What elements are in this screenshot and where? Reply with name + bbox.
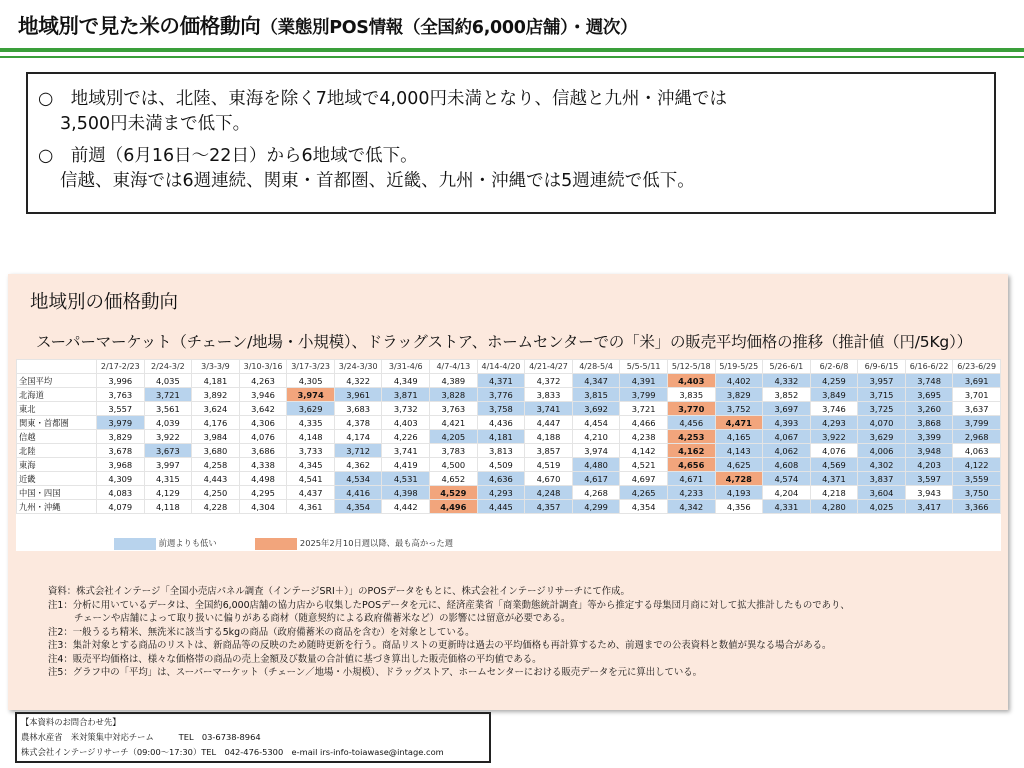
price-cell: 4,218 (810, 486, 858, 500)
regional-price-table (16, 359, 1001, 514)
week-header: 5/5-5/11 (620, 360, 668, 374)
price-cell: 3,604 (858, 486, 906, 500)
price-cell: 4,228 (192, 500, 240, 514)
week-header: 3/17-3/23 (287, 360, 335, 374)
price-cell: 3,678 (97, 444, 145, 458)
price-cell: 3,752 (715, 402, 763, 416)
price-cell: 4,372 (525, 374, 573, 388)
contact-heading: 【本資料のお問合わせ先】 (21, 717, 121, 727)
price-cell: 3,813 (477, 444, 525, 458)
region-name: 信越 (17, 430, 97, 444)
table-header-row (17, 360, 1001, 374)
price-cell: 3,642 (239, 402, 287, 416)
price-cell: 3,763 (430, 402, 478, 416)
price-cell: 4,226 (382, 430, 430, 444)
price-cell: 4,541 (287, 472, 335, 486)
week-header: 5/26-6/1 (763, 360, 811, 374)
price-cell: 3,260 (905, 402, 953, 416)
price-cell: 4,519 (525, 458, 573, 472)
week-header: 3/10-3/16 (239, 360, 287, 374)
price-cell: 4,188 (525, 430, 573, 444)
price-cell: 4,248 (525, 486, 573, 500)
price-cell: 4,306 (239, 416, 287, 430)
notes-block (48, 585, 850, 680)
price-cell: 4,238 (620, 430, 668, 444)
price-cell: 4,456 (667, 416, 715, 430)
price-cell: 4,403 (667, 374, 715, 388)
price-cell: 4,025 (858, 500, 906, 514)
price-cell: 3,974 (572, 444, 620, 458)
week-header: 2/17-2/23 (97, 360, 145, 374)
summary-bullet-2-line-1: ○ 前週（6月16日～22日）から6地域で低下。 (38, 146, 418, 166)
price-cell: 3,961 (334, 388, 382, 402)
price-cell: 4,389 (430, 374, 478, 388)
week-header: 3/24-3/30 (334, 360, 382, 374)
price-cell: 3,692 (572, 402, 620, 416)
price-cell: 4,295 (239, 486, 287, 500)
price-cell: 4,354 (620, 500, 668, 514)
week-header: 4/7-4/13 (430, 360, 478, 374)
price-cell: 4,371 (810, 472, 858, 486)
price-cell: 4,122 (953, 458, 1001, 472)
price-cell: 4,302 (858, 458, 906, 472)
price-cell: 4,349 (382, 374, 430, 388)
table-row (17, 486, 1001, 500)
price-cell: 4,521 (620, 458, 668, 472)
price-cell: 3,624 (192, 402, 240, 416)
table-subtitle: スーパーマーケット（チェーン/地場・小規模）、ドラッグストア、ホームセンターでの「米」の販売平均価格の推移（推計値（円/5Kg）） (36, 333, 972, 351)
price-cell: 4,697 (620, 472, 668, 486)
price-cell: 4,338 (239, 458, 287, 472)
price-cell: 4,471 (715, 416, 763, 430)
region-name: 東北 (17, 402, 97, 416)
price-cell: 4,416 (334, 486, 382, 500)
price-cell: 4,378 (334, 416, 382, 430)
region-name: 北陸 (17, 444, 97, 458)
page-title-sub: （業態別POS情報（全国約6,000店舗）・週次） (260, 18, 638, 38)
week-header: 4/14-4/20 (477, 360, 525, 374)
price-cell: 3,829 (715, 388, 763, 402)
price-cell: 4,361 (287, 500, 335, 514)
price-cell: 4,332 (763, 374, 811, 388)
price-cell: 3,948 (905, 444, 953, 458)
price-cell: 4,342 (667, 500, 715, 514)
price-cell: 4,006 (858, 444, 906, 458)
price-cell: 3,828 (430, 388, 478, 402)
price-cell: 3,748 (905, 374, 953, 388)
price-cell: 4,454 (572, 416, 620, 430)
price-cell: 4,345 (287, 458, 335, 472)
price-cell: 3,366 (953, 500, 1001, 514)
price-cell: 4,083 (97, 486, 145, 500)
price-cell: 2,968 (953, 430, 1001, 444)
region-name: 九州・沖縄 (17, 500, 97, 514)
price-cell: 3,695 (905, 388, 953, 402)
region-name: 東海 (17, 458, 97, 472)
price-cell: 3,770 (667, 402, 715, 416)
price-cell: 4,670 (525, 472, 573, 486)
price-cell: 4,067 (763, 430, 811, 444)
legend-low-swatch (114, 538, 156, 550)
price-cell: 4,063 (953, 444, 1001, 458)
price-cell: 4,531 (382, 472, 430, 486)
table-row (17, 472, 1001, 486)
table-row (17, 444, 1001, 458)
price-cell: 3,629 (287, 402, 335, 416)
price-cell: 3,712 (334, 444, 382, 458)
price-cell: 4,656 (667, 458, 715, 472)
price-cell: 3,946 (239, 388, 287, 402)
header-rule-thin (0, 56, 1024, 58)
price-cell: 3,725 (858, 402, 906, 416)
price-cell: 4,315 (144, 472, 192, 486)
price-cell: 4,331 (763, 500, 811, 514)
table-row (17, 458, 1001, 472)
price-cell: 3,750 (953, 486, 1001, 500)
price-cell: 4,617 (572, 472, 620, 486)
price-cell: 3,741 (525, 402, 573, 416)
summary-box (26, 72, 996, 214)
price-cell: 4,509 (477, 458, 525, 472)
price-cell: 4,496 (430, 500, 478, 514)
price-cell: 4,347 (572, 374, 620, 388)
table-row (17, 374, 1001, 388)
region-name: 関東・首都圏 (17, 416, 97, 430)
price-cell: 4,062 (763, 444, 811, 458)
price-cell: 3,561 (144, 402, 192, 416)
price-cell: 4,357 (525, 500, 573, 514)
price-cell: 4,210 (572, 430, 620, 444)
price-cell: 4,203 (905, 458, 953, 472)
price-cell: 3,557 (97, 402, 145, 416)
price-cell: 3,835 (667, 388, 715, 402)
week-header: 6/16-6/22 (905, 360, 953, 374)
header-rule-thick (0, 48, 1024, 52)
note-source: 資料：株式会社インテージ「全国小売店パネル調査（インテージSRI＋）」のPOSデータをもとに、株式会社インテージリサーチにて作成。 (48, 586, 630, 597)
price-cell: 3,758 (477, 402, 525, 416)
price-cell: 4,174 (334, 430, 382, 444)
price-cell: 4,447 (525, 416, 573, 430)
price-cell: 3,922 (144, 430, 192, 444)
price-cell: 4,445 (477, 500, 525, 514)
price-cell: 3,799 (953, 416, 1001, 430)
week-header: 6/2-6/8 (810, 360, 858, 374)
price-cell: 4,498 (239, 472, 287, 486)
week-header: 3/3-3/9 (192, 360, 240, 374)
price-cell: 3,815 (572, 388, 620, 402)
price-cell: 4,118 (144, 500, 192, 514)
price-cell: 4,076 (239, 430, 287, 444)
price-cell: 3,968 (97, 458, 145, 472)
page-title-main: 地域別で見た米の価格動向 (18, 14, 261, 38)
price-cell: 4,265 (620, 486, 668, 500)
price-cell: 3,829 (97, 430, 145, 444)
table-row (17, 430, 1001, 444)
price-cell: 4,268 (572, 486, 620, 500)
price-cell: 4,322 (334, 374, 382, 388)
price-cell: 4,393 (763, 416, 811, 430)
price-cell: 3,852 (763, 388, 811, 402)
legend-low-label: 前週よりも低い (158, 538, 217, 548)
note-3: 注3：集計対象とする商品のリストは、新商品等の反映のため随時更新を行う。商品リストの更新時は過去の平均価格も再計算するため、前週までの公表資料と数値が異なる場合がある。 (48, 640, 832, 651)
price-cell: 3,715 (858, 388, 906, 402)
price-cell: 3,849 (810, 388, 858, 402)
price-cell: 4,204 (763, 486, 811, 500)
price-cell: 3,683 (334, 402, 382, 416)
legend-high-label: 2025年2月10日週以降、最も高かった週 (299, 538, 454, 548)
price-cell: 4,625 (715, 458, 763, 472)
price-cell: 3,721 (620, 402, 668, 416)
table-row (17, 500, 1001, 514)
price-cell: 3,399 (905, 430, 953, 444)
price-cell: 4,480 (572, 458, 620, 472)
price-cell: 4,280 (810, 500, 858, 514)
region-name: 全国平均 (17, 374, 97, 388)
week-header: 6/9-6/15 (858, 360, 906, 374)
price-cell: 3,776 (477, 388, 525, 402)
contact-box (15, 712, 491, 763)
table-row (17, 388, 1001, 402)
price-cell: 4,335 (287, 416, 335, 430)
price-cell: 4,436 (477, 416, 525, 430)
table-legend (114, 537, 453, 550)
price-cell: 4,305 (287, 374, 335, 388)
price-cell: 3,922 (810, 430, 858, 444)
price-cell: 4,437 (287, 486, 335, 500)
price-cell: 3,783 (430, 444, 478, 458)
price-cell: 4,205 (430, 430, 478, 444)
region-name: 北海道 (17, 388, 97, 402)
price-cell: 4,443 (192, 472, 240, 486)
price-cell: 3,732 (382, 402, 430, 416)
price-cell: 3,741 (382, 444, 430, 458)
price-cell: 3,799 (620, 388, 668, 402)
price-cell: 4,250 (192, 486, 240, 500)
week-header: 5/19-5/25 (715, 360, 763, 374)
note-2: 注2：一般うるち精米、無洗米に該当する5kgの商品（政府備蓄米の商品を含む）を対象としている。 (48, 626, 475, 638)
price-cell: 3,680 (192, 444, 240, 458)
price-cell: 3,721 (144, 388, 192, 402)
price-cell: 4,309 (97, 472, 145, 486)
price-cell: 4,193 (715, 486, 763, 500)
price-cell: 4,142 (620, 444, 668, 458)
price-cell: 4,574 (763, 472, 811, 486)
week-header: 5/12-5/18 (667, 360, 715, 374)
price-cell: 4,608 (763, 458, 811, 472)
price-cell: 4,500 (430, 458, 478, 472)
week-header: 3/31-4/6 (382, 360, 430, 374)
week-header: 2/24-3/2 (144, 360, 192, 374)
contact-line-1: 農林水産省 米対策集中対応チーム TEL 03-6738-8964 (21, 732, 261, 742)
price-cell: 4,398 (382, 486, 430, 500)
price-cell: 3,686 (239, 444, 287, 458)
price-cell: 4,534 (334, 472, 382, 486)
region-name: 中国・四国 (17, 486, 97, 500)
price-cell: 4,466 (620, 416, 668, 430)
price-cell: 4,419 (382, 458, 430, 472)
price-cell: 3,746 (810, 402, 858, 416)
price-cell: 3,979 (97, 416, 145, 430)
week-header: 4/21-4/27 (525, 360, 573, 374)
price-cell: 4,636 (477, 472, 525, 486)
price-cell: 3,637 (953, 402, 1001, 416)
header-corner (17, 360, 97, 374)
price-cell: 3,957 (858, 374, 906, 388)
price-cell: 3,833 (525, 388, 573, 402)
price-cell: 4,176 (192, 416, 240, 430)
price-cell: 3,996 (97, 374, 145, 388)
price-cell: 3,629 (858, 430, 906, 444)
price-cell: 4,143 (715, 444, 763, 458)
price-cell: 4,371 (477, 374, 525, 388)
week-header: 6/23-6/29 (953, 360, 1001, 374)
summary-bullet-1-line-2: 3,500円未満まで低下。 (60, 113, 251, 134)
price-cell: 4,421 (430, 416, 478, 430)
price-cell: 4,362 (334, 458, 382, 472)
price-cell: 4,293 (810, 416, 858, 430)
price-cell: 3,943 (905, 486, 953, 500)
price-cell: 4,569 (810, 458, 858, 472)
price-cell: 3,701 (953, 388, 1001, 402)
price-cell: 4,293 (477, 486, 525, 500)
price-cell: 4,299 (572, 500, 620, 514)
price-cell: 3,837 (858, 472, 906, 486)
price-cell: 4,354 (334, 500, 382, 514)
week-header: 4/28-5/4 (572, 360, 620, 374)
price-cell: 4,070 (858, 416, 906, 430)
price-cell: 4,165 (715, 430, 763, 444)
note-1-cont: チェーンや店舗によって取り扱いに偏りがある商材（随意契約による政府備蓄米など）の影響には留意が必要である。 (74, 613, 571, 624)
price-cell: 4,258 (192, 458, 240, 472)
price-cell: 4,403 (382, 416, 430, 430)
note-5: 注5：グラフ中の「平均」は、スーパーマーケット（チェーン／地場・小規模）、ドラッグストア、ホームセンターにおける販売データを元に算出している。 (48, 667, 702, 678)
note-4: 注4：販売平均価格は、様々な価格帯の商品の売上金額及び数量の合計値に基づき算出した販売価格の平均値である。 (48, 653, 542, 665)
price-cell: 4,402 (715, 374, 763, 388)
price-cell: 4,181 (192, 374, 240, 388)
price-cell: 3,868 (905, 416, 953, 430)
price-cell: 4,148 (287, 430, 335, 444)
price-cell: 3,997 (144, 458, 192, 472)
legend-high-swatch (255, 538, 297, 550)
summary-bullet-2-line-2: 信越、東海では6週連続、関東・首都圏、近畿、九州・沖縄では5週連続で低下。 (60, 170, 695, 191)
price-cell: 4,259 (810, 374, 858, 388)
price-cell: 4,671 (667, 472, 715, 486)
price-cell: 3,733 (287, 444, 335, 458)
price-cell: 3,763 (97, 388, 145, 402)
price-cell: 4,529 (430, 486, 478, 500)
price-cell: 3,697 (763, 402, 811, 416)
price-cell: 4,181 (477, 430, 525, 444)
price-table-container (16, 359, 1001, 551)
price-cell: 4,233 (667, 486, 715, 500)
price-cell: 3,559 (953, 472, 1001, 486)
note-1: 注1：分析に用いているデータは、全国約6,000店舗の協力店から収集したPOSデータを元に、経済産業省「商業動態統計調査」等から推定する母集団月商に対して拡大推計したものであり、 (48, 599, 850, 611)
price-cell: 4,079 (97, 500, 145, 514)
price-cell: 4,162 (667, 444, 715, 458)
page-title (18, 9, 637, 39)
table-row (17, 402, 1001, 416)
price-cell: 4,035 (144, 374, 192, 388)
summary-bullet-1-line-1: ○ 地域別では、北陸、東海を除く7地域で4,000円未満となり、信越と九州・沖縄では (38, 89, 727, 109)
price-cell: 3,673 (144, 444, 192, 458)
price-cell: 3,691 (953, 374, 1001, 388)
price-cell: 3,974 (287, 388, 335, 402)
price-cell: 4,263 (239, 374, 287, 388)
price-cell: 4,039 (144, 416, 192, 430)
price-cell: 4,728 (715, 472, 763, 486)
price-cell: 3,597 (905, 472, 953, 486)
price-cell: 4,253 (667, 430, 715, 444)
panel-title: 地域別の価格動向 (30, 292, 179, 313)
price-cell: 4,129 (144, 486, 192, 500)
price-cell: 3,984 (192, 430, 240, 444)
price-cell: 3,417 (905, 500, 953, 514)
price-trend-panel (8, 274, 1008, 710)
price-cell: 3,892 (192, 388, 240, 402)
price-cell: 4,652 (430, 472, 478, 486)
contact-line-2: 株式会社インテージリサーチ（09:00～17:30）TEL 042-476-5300 e-mail irs-info-toiawase@intage.com (21, 747, 444, 757)
region-name: 近畿 (17, 472, 97, 486)
table-row (17, 416, 1001, 430)
price-cell: 3,871 (382, 388, 430, 402)
price-cell: 4,442 (382, 500, 430, 514)
price-cell: 4,391 (620, 374, 668, 388)
price-cell: 4,076 (810, 444, 858, 458)
price-cell: 4,356 (715, 500, 763, 514)
price-cell: 4,304 (239, 500, 287, 514)
price-cell: 3,857 (525, 444, 573, 458)
